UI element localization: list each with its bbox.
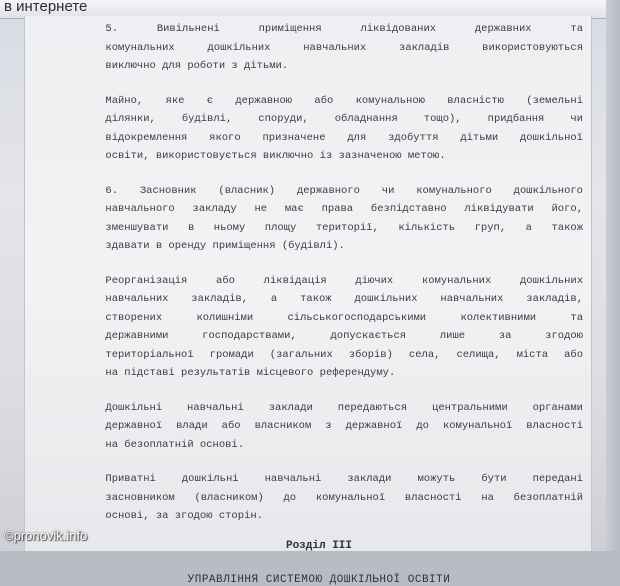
text-line: створених колишніми сільськогосподарськими колективними та xyxy=(105,311,583,324)
browser-tab-title[interactable]: в интернете xyxy=(4,0,88,15)
paragraph-private xyxy=(55,470,583,526)
text-line: комунальних дошкільних навчальних закладів використовуються xyxy=(105,41,583,54)
paragraph-gap xyxy=(55,166,583,182)
text-line: Майно, яке є державною або комунальною власністю (земельні xyxy=(105,94,583,107)
section-title: Розділ III xyxy=(285,539,352,552)
paragraph-property xyxy=(55,92,583,166)
document-page xyxy=(24,16,592,586)
text-line: на підставі результатів місцевого референдуму. xyxy=(105,367,396,379)
paragraph-gap xyxy=(55,256,583,272)
scrollbar[interactable] xyxy=(606,0,620,551)
paragraph-reorganization xyxy=(55,272,583,383)
text-line: 6. Засновник (власник) державного чи комунального дошкільного xyxy=(105,184,583,197)
text-line: територіальної громади (загальних зборів) села, селища, міста або xyxy=(105,348,583,361)
text-line: Реорганізація або ліквідація діючих комунальних дошкільних xyxy=(105,274,583,287)
text-line: Дошкільні навчальні заклади передаються центральними органами xyxy=(105,401,583,414)
text-line: здавати в оренду приміщення (будівлі). xyxy=(105,240,345,252)
text-line: основі, за згодою сторін. xyxy=(105,510,263,522)
text-line: відокремлення якого призначене для здобуття дітьми дошкільної xyxy=(105,131,583,144)
paragraph-gap xyxy=(55,383,583,399)
text-line: на безоплатній основі. xyxy=(105,438,245,451)
paragraph-gap xyxy=(55,454,583,470)
text-line: виключно для роботи з дітьми. xyxy=(105,60,289,72)
text-line: державної влади або власником з державної до комунальної власності xyxy=(105,420,583,432)
text-line: навчального закладу не має права безпідставно ліквідувати його, xyxy=(105,203,583,215)
document-text xyxy=(55,20,583,586)
watermark: ©pronovik.info xyxy=(4,528,88,543)
paragraph-5-premises xyxy=(55,20,583,76)
paragraph-transfer xyxy=(55,399,583,455)
text-line: навчальних закладів, а також дошкільних навчальних закладів, xyxy=(105,293,583,305)
text-line: Приватні дошкільні навчальні заклади можуть бути передані xyxy=(105,473,583,485)
text-line: освіти, використовується виключно із зазначеною метою. xyxy=(105,150,446,162)
text-line: державними господарствами, допускається лише за згодою xyxy=(105,330,583,342)
text-line: засновником (власником) до комунальної власності на безоплатній xyxy=(105,491,583,504)
text-line: зменшувати в ньому площу території, кількість груп, а також xyxy=(105,221,583,234)
paragraph-gap xyxy=(55,76,583,92)
text-line: 5. Вивільнені приміщення ліквідованих державних та xyxy=(105,23,583,35)
text-line: ділянки, будівлі, споруди, обладнання тощо), придбання чи xyxy=(105,113,583,125)
paragraph-6-founder xyxy=(55,182,583,256)
section-subtitle: УПРАВЛІННЯ СИСТЕМОЮ ДОШКІЛЬНОЇ ОСВІТИ xyxy=(187,573,451,586)
